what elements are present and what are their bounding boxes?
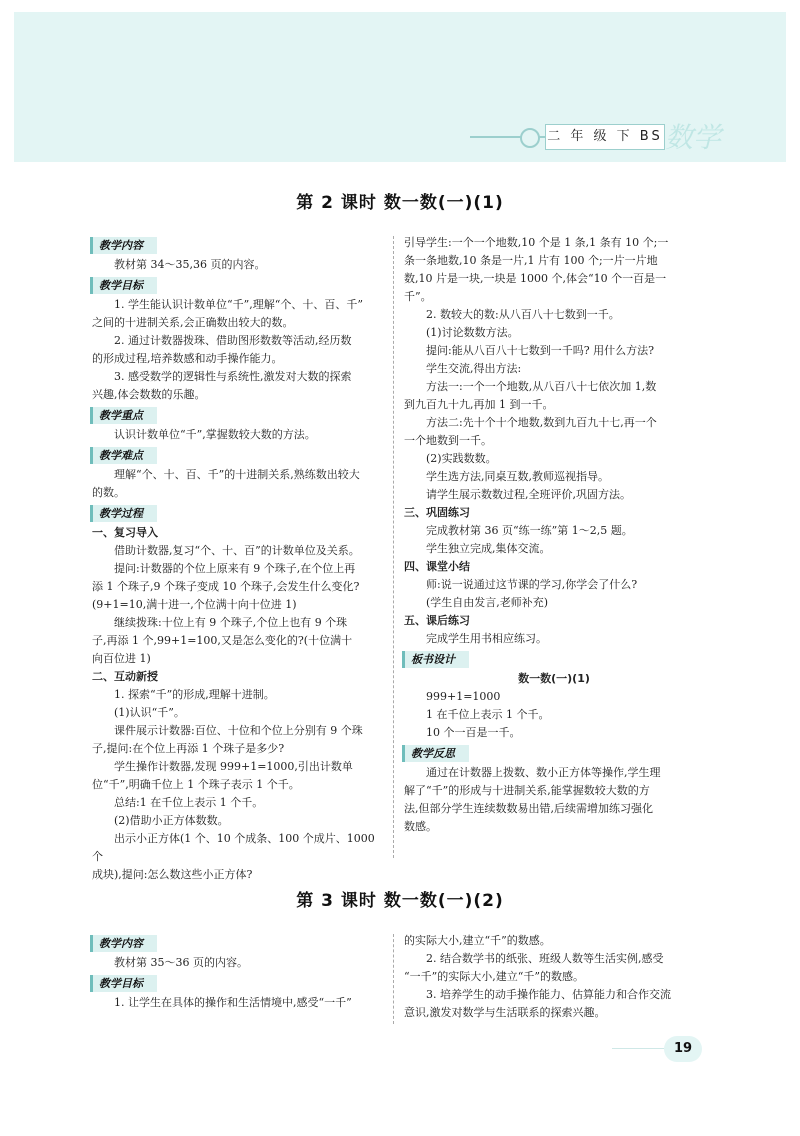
- section-tag: 教学难点: [90, 447, 157, 464]
- text-line: 子,提问:在个位上再添 1 个珠子是多少?: [92, 742, 285, 755]
- text-line: 师:说一说通过这节课的学习,你学会了什么?: [426, 578, 638, 591]
- section-tag: 教学内容: [90, 237, 157, 254]
- page-number: 19: [664, 1036, 702, 1062]
- text-line: 完成教材第 36 页“练一练”第 1～2,5 题。: [426, 524, 633, 537]
- text-line: 10 个一百是一千。: [426, 726, 521, 739]
- text-line: 课件展示计数器:百位、十位和个位上分别有 9 个珠: [114, 724, 363, 737]
- text-line: 意识,激发对数学与生活联系的探索兴趣。: [404, 1006, 606, 1019]
- column-divider: [393, 934, 394, 1024]
- text-line: 条一条地数,10 条是一片,1 片有 100 个;一片一片地: [404, 254, 658, 267]
- text-line: 数,10 片是一块,一块是 1000 个,体会“10 个一百是一: [404, 272, 667, 285]
- section-heading: 四、课堂小结: [404, 560, 470, 573]
- text-line: 数感。: [404, 820, 437, 833]
- column-divider: [393, 236, 394, 858]
- text-line: (1)讨论数数方法。: [426, 326, 519, 339]
- text-line: 数一数(一)(1): [518, 672, 590, 685]
- text-line: 2. 结合数学书的纸张、班级人数等生活实例,感受: [426, 952, 664, 965]
- text-line: 方法二:先十个十个地数,数到九百九十七,再一个: [426, 416, 657, 429]
- subject-decoration: 数学: [665, 121, 722, 154]
- section-tag: 教学反思: [402, 745, 469, 762]
- text-line: 到九百九十九,再加 1 到一千。: [404, 398, 554, 411]
- section-heading: 五、课后练习: [404, 614, 470, 627]
- text-line: 兴趣,体会数数的乐趣。: [92, 388, 206, 401]
- text-line: 出示小正方体(1 个、10 个成条、100 个成片、1000 个: [92, 832, 375, 863]
- lesson-3-left-column: [92, 932, 382, 1012]
- lesson-2-right-column: [404, 234, 704, 836]
- text-line: 子,再添 1 个,99+1=100,又是怎么变化的?(十位满十: [92, 634, 353, 647]
- text-line: (9+1=10,满十进一,个位满十向十位进 1): [92, 598, 297, 611]
- text-line: 一个地数到一千。: [404, 434, 492, 447]
- text-line: 向百位进 1): [92, 652, 151, 665]
- grade-label: 二 年 级 下 BS: [545, 124, 665, 150]
- text-line: 借助计数器,复习“个、十、百”的计数单位及关系。: [114, 544, 360, 557]
- lesson-2-left-column: [92, 234, 382, 884]
- text-line: 位“千”,明确千位上 1 个珠子表示 1 个千。: [92, 778, 300, 791]
- section-tag: 教学目标: [90, 975, 157, 992]
- section-tag: 板书设计: [402, 651, 469, 668]
- text-line: 继续拨珠:十位上有 9 个珠子,个位上也有 9 个珠: [114, 616, 348, 629]
- text-line: 成块),提问:怎么数这些小正方体?: [92, 868, 253, 881]
- text-line: 学生选方法,同桌互数,教师巡视指导。: [426, 470, 609, 483]
- text-line: 认识计数单位“千”,掌握数较大数的方法。: [114, 428, 316, 441]
- header-decoration-circle: [520, 128, 540, 148]
- text-line: 学生操作计数器,发现 999+1=1000,引出计数单: [114, 760, 353, 773]
- text-line: 学生独立完成,集体交流。: [426, 542, 551, 555]
- section-heading: 一、复习导入: [92, 526, 158, 539]
- text-line: (1)认识“千”。: [114, 706, 185, 719]
- text-line: 2. 通过计数器拨珠、借助图形数数等活动,经历数: [114, 334, 352, 347]
- text-line: 1 在千位上表示 1 个千。: [426, 708, 550, 721]
- section-heading: 三、巩固练习: [404, 506, 470, 519]
- text-line: (2)借助小正方体数数。: [114, 814, 229, 827]
- lesson-3-right-column: [404, 932, 704, 1022]
- text-line: 法,但部分学生连续数数易出错,后续需增加练习强化: [404, 802, 653, 815]
- text-line: 的形成过程,培养数感和动手操作能力。: [92, 352, 283, 365]
- page-number-line: [612, 1048, 666, 1049]
- text-line: “一千”的实际大小,建立“千”的数感。: [404, 970, 584, 983]
- text-line: (2)实践数数。: [426, 452, 497, 465]
- text-line: 完成学生用书相应练习。: [426, 632, 547, 645]
- text-line: 999+1=1000: [426, 690, 501, 703]
- text-line: 理解“个、十、百、千”的十进制关系,熟练数出较大: [114, 468, 360, 481]
- section-tag: 教学重点: [90, 407, 157, 424]
- text-line: 提问:能从八百八十七数到一千吗? 用什么方法?: [426, 344, 654, 357]
- text-line: 教材第 35～36 页的内容。: [114, 956, 248, 969]
- text-line: 的数。: [92, 486, 125, 499]
- text-line: 1. 学生能认识计数单位“千”,理解“个、十、百、千”: [114, 298, 363, 311]
- text-line: 1. 探索“千”的形成,理解十进制。: [114, 688, 275, 701]
- lesson-3-title: 第 3 课时 数一数(一)(2): [296, 891, 504, 911]
- text-line: (学生自由发言,老师补充): [426, 596, 549, 609]
- text-line: 3. 感受数学的逻辑性与系统性,激发对大数的探索: [114, 370, 352, 383]
- text-line: 添 1 个珠子,9 个珠子变成 10 个珠子,会发生什么变化?: [92, 580, 360, 593]
- section-tag: 教学过程: [90, 505, 157, 522]
- text-line: 解了“千”的形成与十进制关系,能掌握数较大数的方: [404, 784, 650, 797]
- text-line: 通过在计数器上拨数、数小正方体等操作,学生理: [426, 766, 661, 779]
- text-line: 提问:计数器的个位上原来有 9 个珠子,在个位上再: [114, 562, 356, 575]
- text-line: 请学生展示数数过程,全班评价,巩固方法。: [426, 488, 631, 501]
- text-line: 教材第 34～35,36 页的内容。: [114, 258, 266, 271]
- text-line: 3. 培养学生的动手操作能力、估算能力和合作交流: [426, 988, 671, 1001]
- section-heading: 二、互动新授: [92, 670, 158, 683]
- text-line: 之间的十进制关系,会正确数出较大的数。: [92, 316, 294, 329]
- text-line: 学生交流,得出方法:: [426, 362, 522, 375]
- text-line: 1. 让学生在具体的操作和生活情境中,感受“一千”: [114, 996, 352, 1009]
- lesson-2-title: 第 2 课时 数一数(一)(1): [296, 193, 504, 213]
- text-line: 方法一:一个一个地数,从八百八十七依次加 1,数: [426, 380, 657, 393]
- section-tag: 教学目标: [90, 277, 157, 294]
- text-line: 引导学生:一个一个地数,10 个是 1 条,1 条有 10 个;一: [404, 236, 669, 249]
- text-line: 2. 数较大的数:从八百八十七数到一千。: [426, 308, 620, 321]
- text-line: 总结:1 在千位上表示 1 个千。: [114, 796, 264, 809]
- section-tag: 教学内容: [90, 935, 157, 952]
- text-line: 的实际大小,建立“千”的数感。: [404, 934, 551, 947]
- text-line: 千”。: [404, 290, 432, 303]
